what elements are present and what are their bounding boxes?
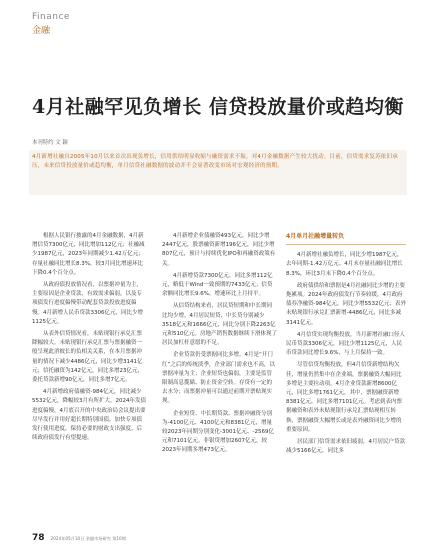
- body-column-2: [162, 232, 277, 459]
- body-paragraph: 居民部门信贷需求依旧疲弱，4月居民户贷款减少5166亿元，同比多: [286, 439, 406, 455]
- article-lede: 4月新增社融自2005年10月以来首次出现负增长，信用供给明显收缩与融资需求不振，对4月金融数据产生较大扰动。目前，信贷需求复苏依旧承压，未来信贷投放量价或趋均衡，单月信贷社融数据的波动并不会显著改变市场对宏观经济的预期。: [32, 154, 398, 170]
- body-paragraph: 从政府债投放情况看，以票据冲量为主，主要原因是企业贷款、有效需求偏弱，以及专项债发行进度偏慢带动配套贷款投放进度偏慢。4月新增人民币贷款3306亿元，同比少增1125亿元。: [32, 282, 143, 325]
- article-byline: 本刊特约 文 颖: [32, 140, 68, 146]
- section-label-en: Finance: [32, 12, 70, 22]
- body-paragraph: 从信贷结构来看，居民贷短期和中长期同比均少增。4月居民短贷、中长贷分别减少3518亿元和1666亿元，同比分别下降2263亿元和510亿元。房地产销售数据继续下滑体现了居民加杠杆意愿的不足。: [162, 303, 277, 347]
- body-paragraph: 尽管信贷均衡投放，但4月信贷新增结构欠佳，增量仍然集中在企业端，票据融资大幅同比多增是主要拉动项。4月企业贷款新增8600亿元，同比多增1761亿元，其中，票据融资新增8381亿元，同比多增7101亿元。考虑到表内票据融资和表外未贴现银行承兑汇票贴现相互转换，票据融资大幅增长或是表外融资同比少增的重要原因。: [286, 362, 402, 433]
- body-paragraph: 4月新增政府债融资-984亿元，同比减少5532亿元，降幅较3月有所扩大，2024年发债进度偏慢，4月底召开的中央政治局会议提出要尽早发行并用好超长期特别国债，加快专项债发行使用进度，保持必要的财政支出强度。后续政府债发行有望提速。: [32, 389, 146, 442]
- body-paragraph: 4月新增社融负增长，同比少增1987亿元，去年同期-1.42万亿元。4月末存量社融同比增长8.3%，环比3月末下降0.4个百分点。: [286, 252, 403, 277]
- page-number: 78: [32, 533, 45, 543]
- article-headline: 4月社融罕见负增长 信贷投放量价或趋均衡: [32, 96, 404, 118]
- body-paragraph: 4月新增贷款7300亿元，同比多增112亿元，略低于Wind一致预期的7433亿元；信贷余额同比增长9.6%，增速环比上月持平。: [162, 272, 273, 298]
- body-paragraph: 4月信贷实现均衡投放，当月新增社融口径人民币贷款3306亿元，同比少增1125亿元，人民币贷款同比增长9.6%，与上月保持一致。: [286, 331, 406, 357]
- subsection-title: 4月单月社融增量转负: [286, 233, 345, 240]
- body-column-3: [286, 232, 406, 459]
- subsection-rule: [286, 244, 406, 245]
- body-paragraph: 企业贷款仍受票据同比多增。4月是“开门红”之后的传统淡季，企业部门需求也不高，以票据冲量为主；企业短贷也偏弱，主要是监管限制高息揽储、防止资金空转。存贷有一定的去水分；而票据冲量可以通过前期开票贴现实现。: [162, 352, 275, 405]
- body-paragraph: 政府债供给和票据是4月社融同比少增的主要拖累项。2024年政府债发行节奏较缓，4月政府债券净融资-984亿元，同比少增5532亿元；表外未贴现银行承兑汇票新增-4486亿元，同比多减3141亿元。: [286, 282, 406, 326]
- body-paragraph: 4月新增企业债融资493亿元，同比少增2447亿元，股票融资新增196亿元，同比少增807亿元，预计与持续优化IPO和再融资政策有关。: [162, 233, 276, 267]
- body-paragraph: 根据人民银行披露的4月金融数据，4月新增信贷7300亿元，同比增加112亿元；社融减少1987亿元，2023年同期减少1.42万亿元；存量社融同比增长8.3%，较3月同比增速环比下降0.4个百分点。: [32, 233, 145, 276]
- body-column-1: [32, 232, 147, 446]
- page-footer: [32, 533, 126, 543]
- body-paragraph: 企业短贷、中长期贷款、票据冲融资分别为-4100亿元、4100亿元和8381亿元，增量较2023年同期分别变化-3001亿元、-2569亿元和7101亿元。非银贷增加2607亿元，较2023年同期多增473亿元。: [162, 410, 274, 454]
- section-header: [32, 12, 70, 36]
- section-label-cn: 金融: [32, 26, 51, 36]
- body-paragraph: 从表外信贷情况看，未贴现银行承兑汇票降幅较大。未贴现银行承兑汇票与票据融资一般呈现此消彼长的负相关关系，在本月票据冲量的情况下减少4486亿元，同比少增3141亿元；信托融资为142亿元，同比多增23亿元，委托贷款新增90亿元，同比多增7亿元。: [32, 331, 143, 384]
- issue-info: 2024年05月10日 金融市场研究 第10期: [50, 536, 126, 541]
